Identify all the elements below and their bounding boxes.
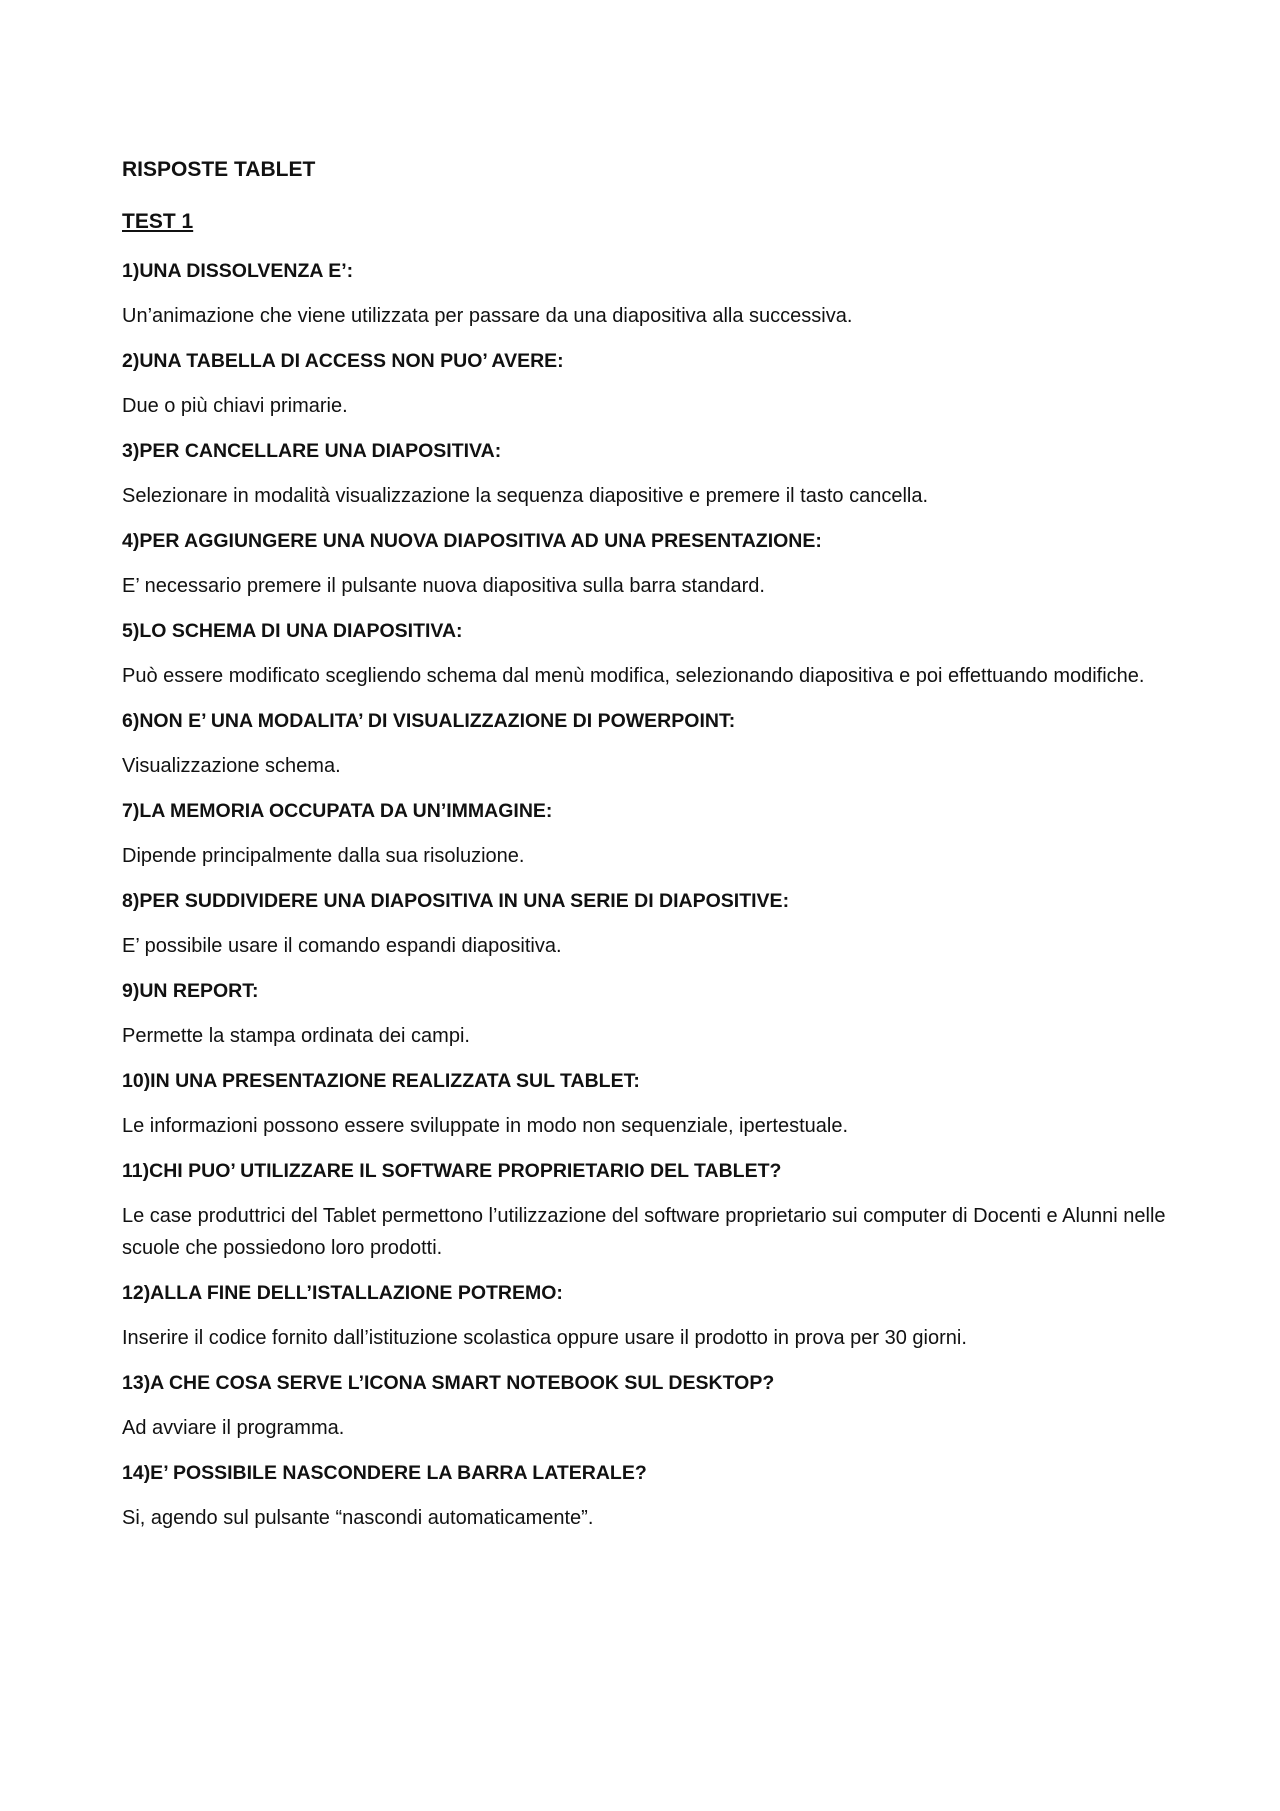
qa-item-4 [122, 528, 1172, 602]
document-title: RISPOSTE TABLET [122, 158, 316, 181]
qa-item-13 [122, 1370, 1172, 1444]
answer-3: Selezionare in modalità visualizzazione la sequenza diapositive e premere il tasto cancella. [122, 485, 929, 507]
qa-item-12 [122, 1280, 1172, 1354]
qa-item-2 [122, 348, 1172, 422]
question-7: 7)LA MEMORIA OCCUPATA DA UN’IMMAGINE: [122, 800, 553, 822]
question-6: 6)NON E’ UNA MODALITA’ DI VISUALIZZAZIONE DI POWERPOINT: [122, 710, 736, 732]
qa-item-5 [122, 618, 1172, 692]
question-4: 4)PER AGGIUNGERE UNA NUOVA DIAPOSITIVA AD UNA PRESENTAZIONE: [122, 530, 822, 552]
answer-5: Può essere modificato scegliendo schema dal menù modifica, selezionando diapositiva e poi effettuando modifiche. [122, 665, 1145, 687]
answer-4: E’ necessario premere il pulsante nuova diapositiva sulla barra standard. [122, 575, 765, 597]
qa-item-8 [122, 888, 1172, 962]
document-page [122, 0, 1172, 1811]
qa-item-9 [122, 978, 1172, 1052]
question-13: 13)A CHE COSA SERVE L’ICONA SMART NOTEBOOK SUL DESKTOP? [122, 1372, 775, 1394]
question-8: 8)PER SUDDIVIDERE UNA DIAPOSITIVA IN UNA SERIE DI DIAPOSITIVE: [122, 890, 790, 912]
question-9: 9)UN REPORT: [122, 980, 259, 1002]
question-5: 5)LO SCHEMA DI UNA DIAPOSITIVA: [122, 620, 463, 642]
question-1: 1)UNA DISSOLVENZA E’: [122, 260, 354, 282]
qa-item-14 [122, 1460, 1172, 1534]
answer-10: Le informazioni possono essere sviluppate in modo non sequenziale, ipertestuale. [122, 1115, 849, 1137]
answer-2: Due o più chiavi primarie. [122, 395, 348, 417]
question-11: 11)CHI PUO’ UTILIZZARE IL SOFTWARE PROPRIETARIO DEL TABLET? [122, 1160, 782, 1182]
qa-item-11 [122, 1158, 1172, 1264]
question-10: 10)IN UNA PRESENTAZIONE REALIZZATA SUL TABLET: [122, 1070, 640, 1092]
test-heading: TEST 1 [122, 210, 194, 233]
question-3: 3)PER CANCELLARE UNA DIAPOSITIVA: [122, 440, 502, 462]
question-12: 12)ALLA FINE DELL’ISTALLAZIONE POTREMO: [122, 1282, 563, 1304]
answer-14: Si, agendo sul pulsante “nascondi automaticamente”. [122, 1507, 594, 1529]
answer-6: Visualizzazione schema. [122, 755, 341, 777]
answer-7: Dipende principalmente dalla sua risoluzione. [122, 845, 525, 867]
qa-item-7 [122, 798, 1172, 872]
qa-item-10 [122, 1068, 1172, 1142]
question-2: 2)UNA TABELLA DI ACCESS NON PUO’ AVERE: [122, 350, 564, 372]
answer-12: Inserire il codice fornito dall’istituzione scolastica oppure usare il prodotto in prova per 30 giorni. [122, 1327, 967, 1349]
qa-item-1 [122, 258, 1172, 332]
answer-9: Permette la stampa ordinata dei campi. [122, 1025, 470, 1047]
qa-list [122, 258, 1172, 1550]
qa-item-3 [122, 438, 1172, 512]
answer-1: Un’animazione che viene utilizzata per passare da una diapositiva alla successiva. [122, 305, 853, 327]
answer-8: E’ possibile usare il comando espandi diapositiva. [122, 935, 562, 957]
answer-11: Le case produttrici del Tablet permettono l’utilizzazione del software proprietario sui computer di Docenti e Alunni nelle scuole che possiedono loro prodotti. [122, 1205, 1166, 1259]
question-14: 14)E’ POSSIBILE NASCONDERE LA BARRA LATERALE? [122, 1462, 647, 1484]
answer-13: Ad avviare il programma. [122, 1417, 345, 1439]
qa-item-6 [122, 708, 1172, 782]
